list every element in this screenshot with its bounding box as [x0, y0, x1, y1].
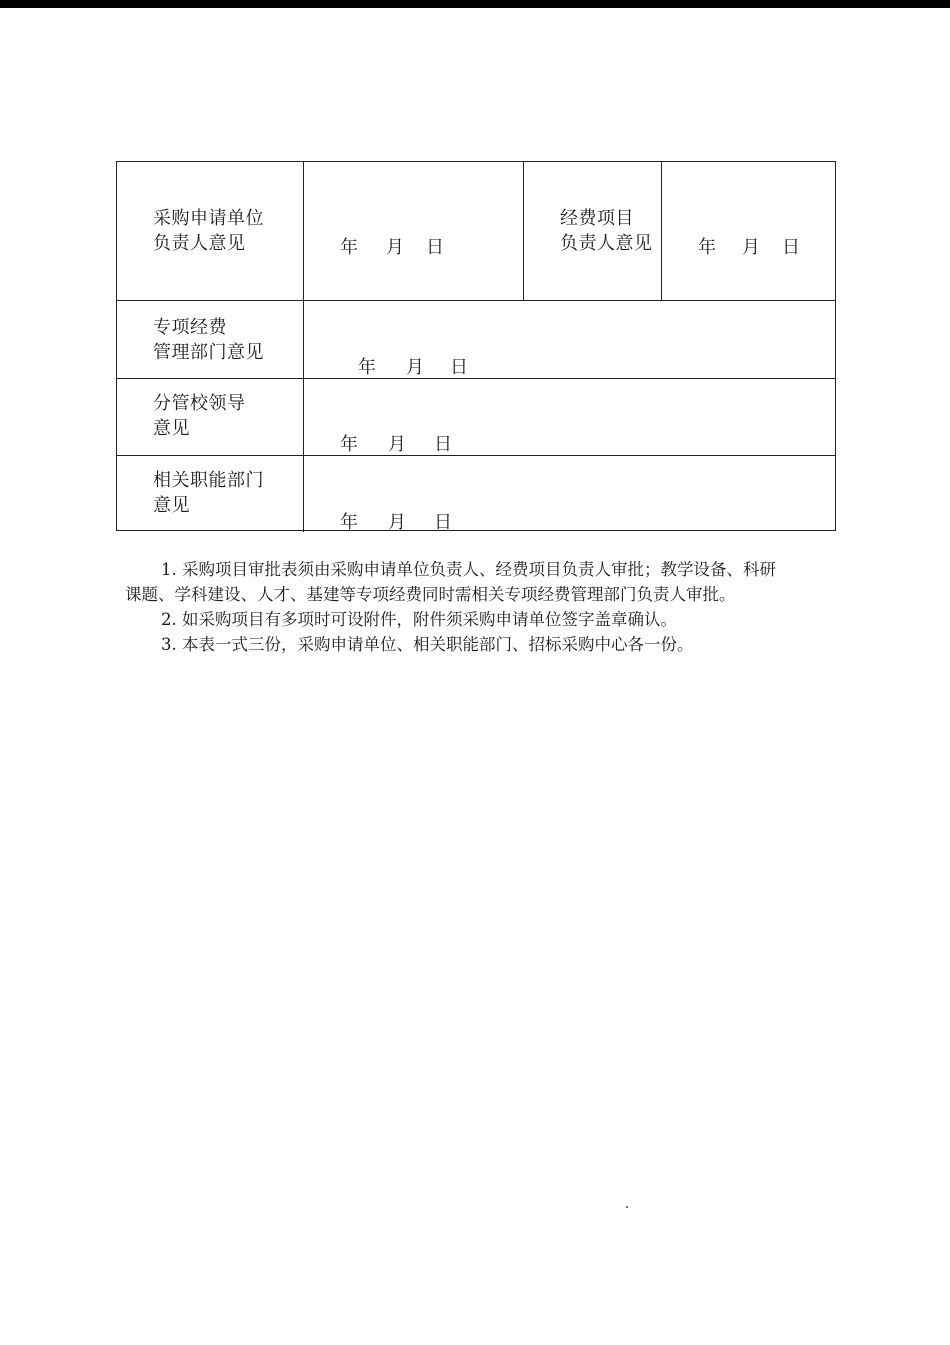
date-year: 年	[340, 512, 358, 533]
date-month: 月	[406, 357, 424, 378]
label-line: 经费项目	[560, 208, 634, 229]
scan-speck	[626, 1206, 628, 1208]
form-row-special-fund	[117, 301, 835, 379]
label-school-leader	[153, 391, 246, 441]
label-line: 相关职能部门	[153, 470, 264, 491]
label-line: 负责人意见	[560, 233, 653, 254]
note-3: 3. 本表一式三份，采购申请单位、相关职能部门、招标采购中心各一份。	[161, 635, 694, 654]
note-2: 2. 如采购项目有多项时可设附件，附件须采购申请单位签字盖章确认。	[161, 610, 677, 629]
label-special-fund	[153, 315, 264, 365]
date-day: 日	[434, 434, 452, 455]
label-line: 分管校领导	[153, 393, 246, 414]
cell-functional-dept-label	[117, 456, 303, 532]
approval-form-table	[116, 161, 836, 531]
label-line: 采购申请单位	[153, 208, 264, 229]
label-line: 意见	[153, 495, 190, 516]
label-functional-dept	[153, 468, 264, 518]
label-fund-leader	[560, 206, 653, 256]
label-line: 负责人意见	[153, 233, 246, 254]
date-line	[340, 508, 452, 534]
label-unit-leader	[153, 206, 264, 256]
date-line	[698, 233, 800, 259]
date-day: 日	[450, 357, 468, 378]
date-year: 年	[340, 237, 358, 258]
cell-special-fund-label	[117, 301, 303, 378]
note-1-line-1: 1. 采购项目审批表须由采购申请单位负责人、经费项目负责人审批；教学设备、科研	[161, 560, 776, 579]
date-month: 月	[388, 434, 406, 455]
date-month: 月	[388, 512, 406, 533]
date-day: 日	[782, 237, 800, 258]
date-month: 月	[386, 237, 404, 258]
cell-unit-leader-label	[117, 162, 303, 300]
date-year: 年	[698, 237, 716, 258]
cell-functional-dept-opinion[interactable]	[303, 456, 837, 532]
label-line: 意见	[153, 418, 190, 439]
date-year: 年	[358, 357, 376, 378]
label-line: 专项经费	[153, 317, 227, 338]
form-row-school-leader	[117, 379, 835, 456]
cell-fund-leader-label	[523, 162, 661, 300]
cell-fund-leader-opinion[interactable]	[661, 162, 837, 300]
date-line	[340, 233, 444, 259]
scan-top-border	[0, 0, 950, 8]
cell-school-leader-opinion[interactable]	[303, 379, 837, 455]
date-day: 日	[434, 512, 452, 533]
form-row-unit-leader	[117, 162, 835, 301]
cell-school-leader-label	[117, 379, 303, 455]
cell-unit-leader-opinion[interactable]	[303, 162, 523, 300]
date-line	[358, 353, 468, 379]
form-notes	[125, 557, 835, 657]
cell-special-fund-opinion[interactable]	[303, 301, 837, 378]
form-row-functional-dept	[117, 456, 835, 532]
date-year: 年	[340, 434, 358, 455]
date-line	[340, 430, 452, 456]
date-day: 日	[426, 237, 444, 258]
label-line: 管理部门意见	[153, 342, 264, 363]
date-month: 月	[742, 237, 760, 258]
note-1-line-2: 课题、学科建设、人才、基建等专项经费同时需相关专项经费管理部门负责人审批。	[125, 585, 736, 604]
